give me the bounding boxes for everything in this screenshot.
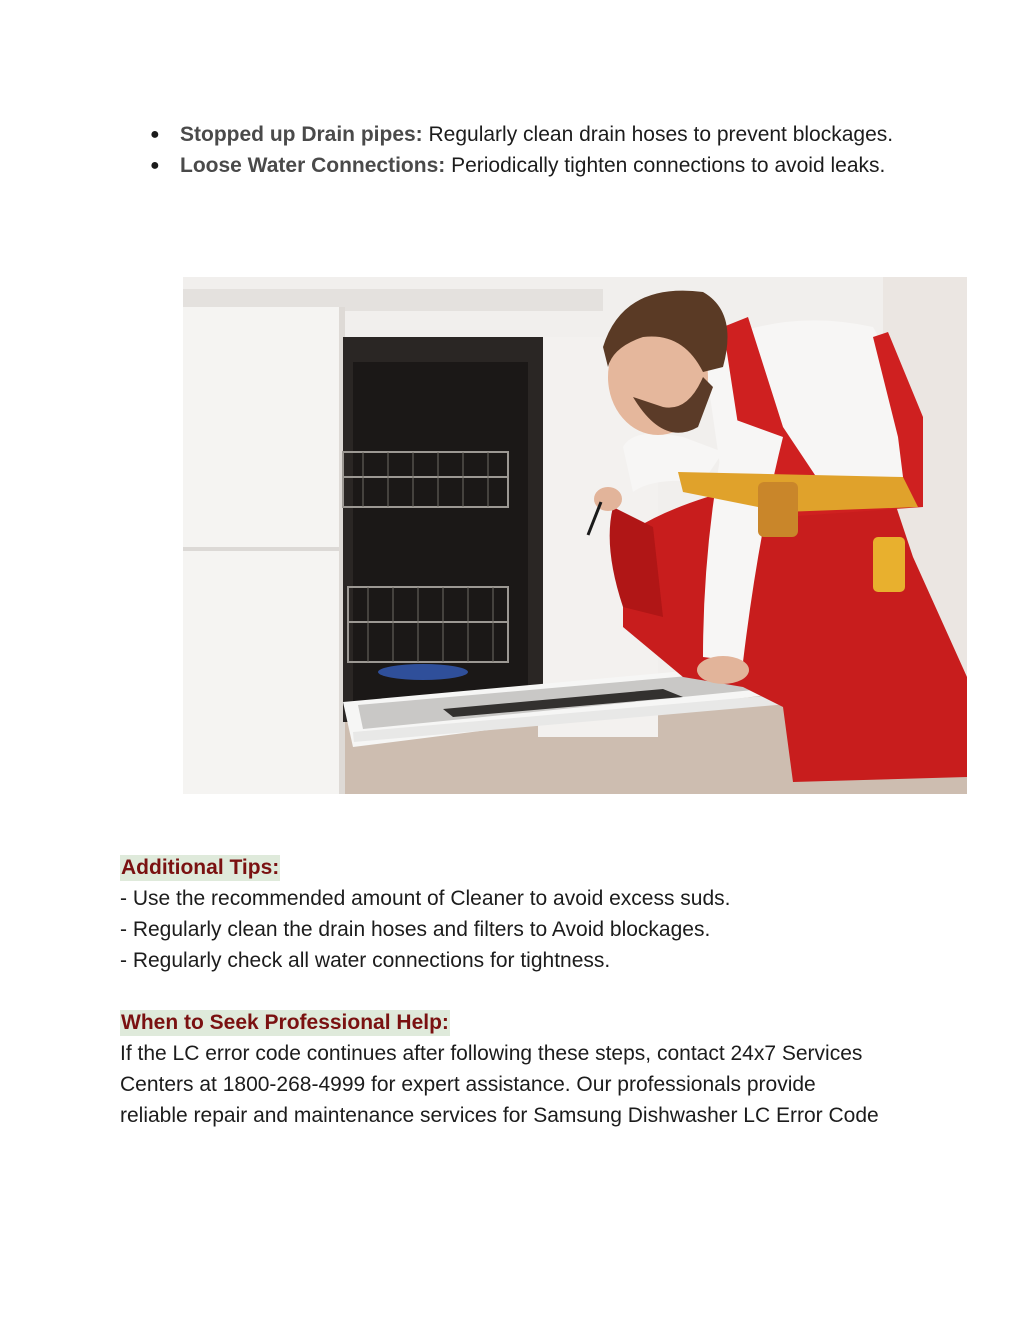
- tips-bullet-list: [148, 119, 918, 181]
- tip-item: - Regularly check all water connections for tightness.: [120, 949, 611, 972]
- additional-tips-heading: Additional Tips:: [121, 856, 280, 879]
- tip-item: - Use the recommended amount of Cleaner to avoid excess suds.: [120, 887, 731, 910]
- bullet-text: Regularly clean drain hoses to prevent blockages.: [422, 123, 894, 146]
- bullet-item: [148, 150, 918, 181]
- additional-tips-list: [120, 883, 920, 976]
- professional-help-paragraph: If the LC error code continues after following these steps, contact 24x7 Services Centers at 1800-268-4999 for expert assistance. Our professionals provide reliable repair and maintenance services for Samsung Dishwasher LC Error Code: [120, 1042, 879, 1127]
- technician-dishwasher-photo: [183, 277, 967, 794]
- tip-item: - Regularly clean the drain hoses and filters to Avoid blockages.: [120, 918, 711, 941]
- bullet-lead: Loose Water Connections:: [180, 154, 446, 177]
- bullet-lead: Stopped up Drain pipes:: [180, 123, 423, 146]
- bullet-dot-icon: ●: [150, 126, 160, 143]
- bullet-text: Periodically tighten connections to avoid leaks.: [445, 154, 886, 177]
- bullet-dot-icon: ●: [150, 157, 160, 174]
- bullet-item: [148, 119, 918, 150]
- professional-help-heading: When to Seek Professional Help:: [121, 1011, 449, 1034]
